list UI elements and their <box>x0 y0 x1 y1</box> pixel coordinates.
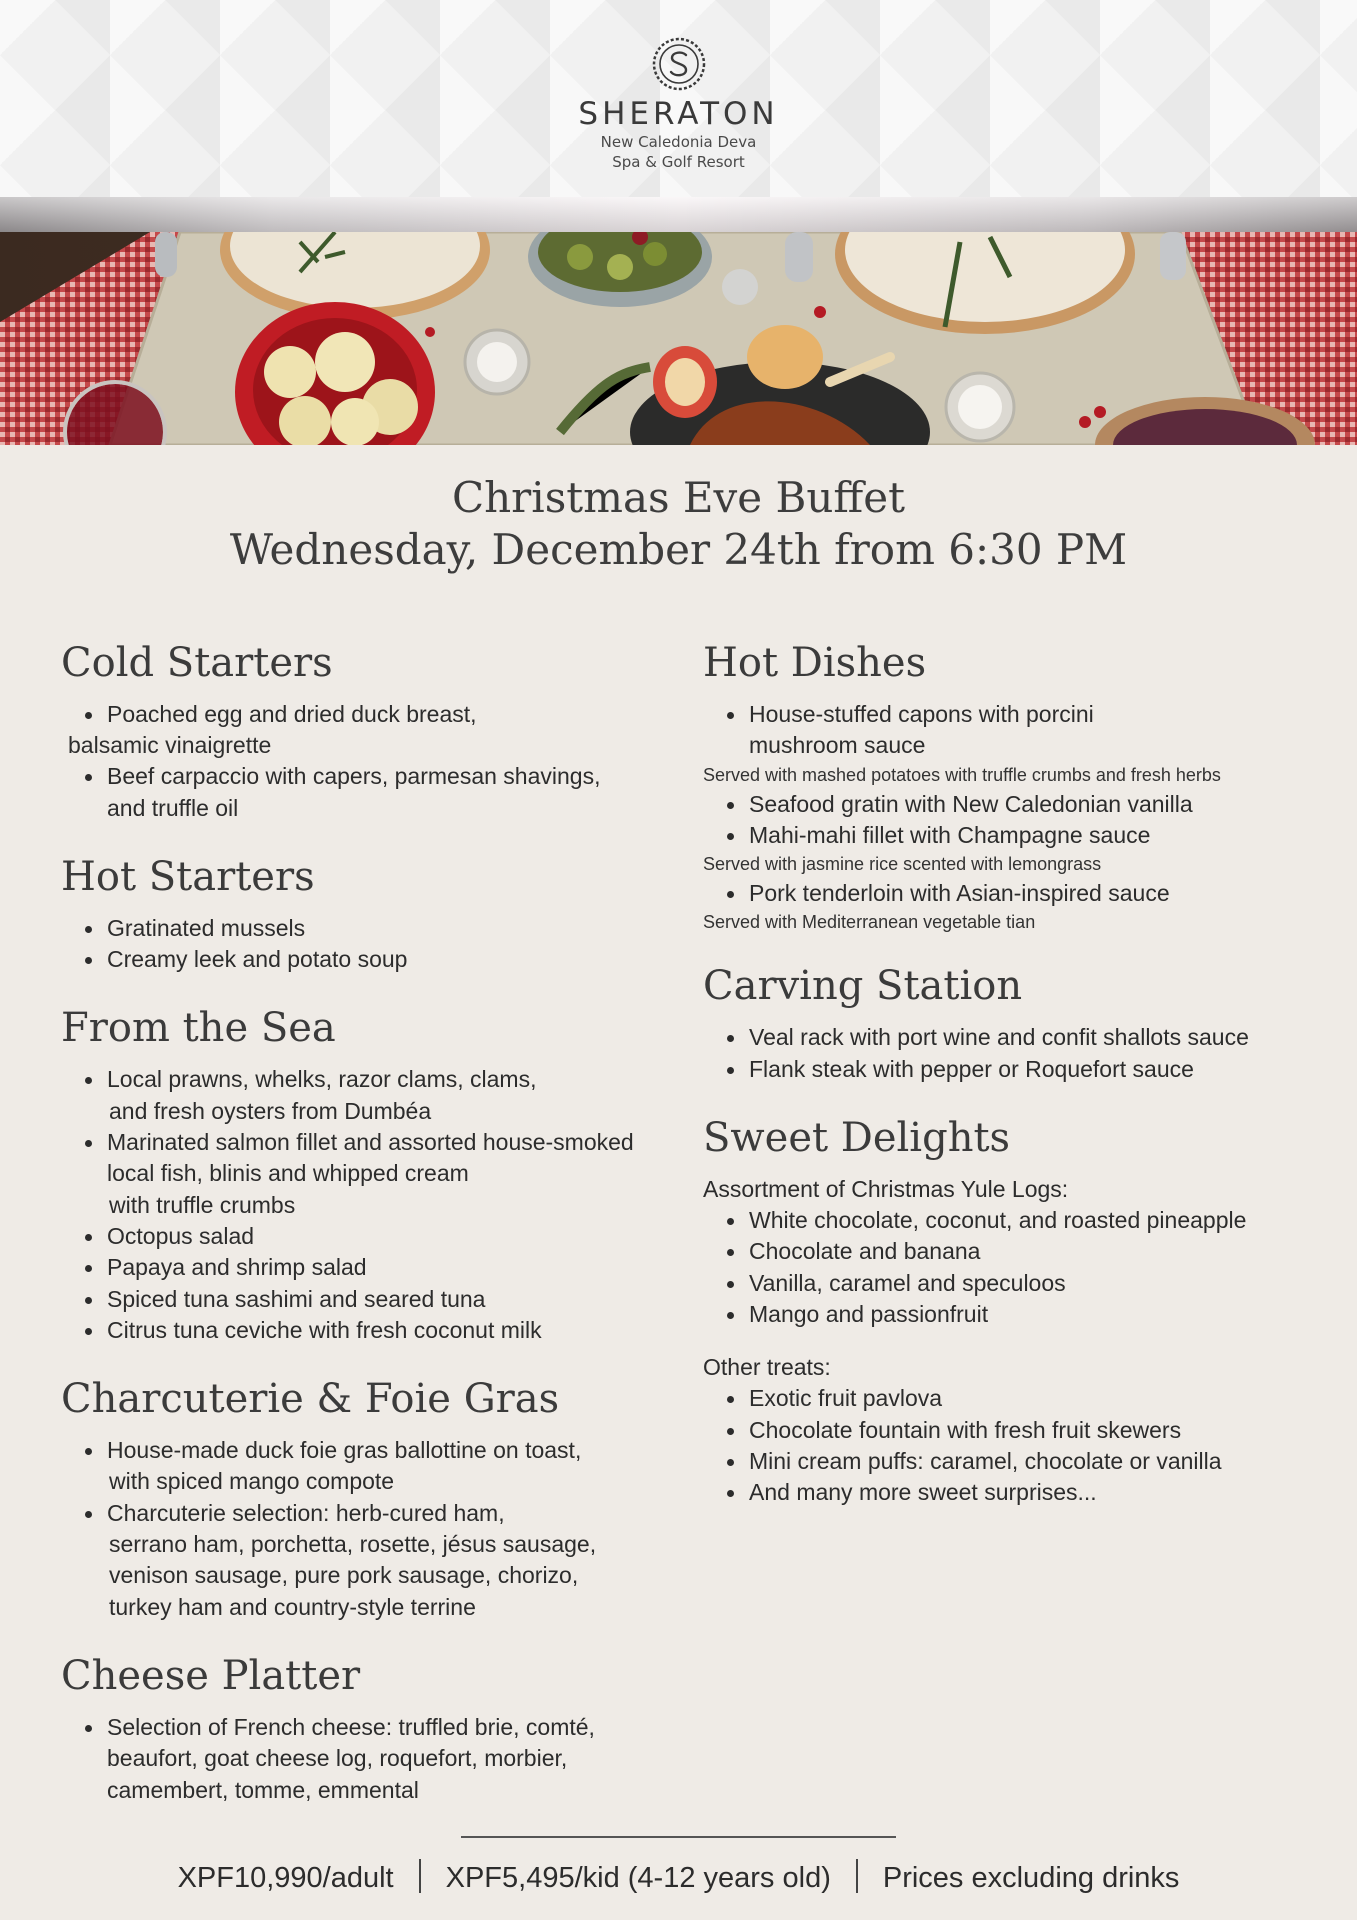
list-item <box>703 1446 1343 1477</box>
list-item <box>61 1127 681 1221</box>
item-line: Selection of French cheese: truffled brie, comté, <box>107 1713 595 1740</box>
sheraton-logo <box>0 36 1357 172</box>
list-item <box>61 1435 681 1498</box>
item-line: Chocolate fountain with fresh fruit skewers <box>749 1416 1182 1443</box>
list-item <box>61 1712 681 1806</box>
separator <box>419 1859 421 1893</box>
serving-note: Served with mashed potatoes with truffle crumbs and fresh herbs <box>703 764 1221 785</box>
event-date: Wednesday, December 24th from 6:30 PM <box>229 525 1128 574</box>
item-line: Mango and passionfruit <box>749 1300 989 1327</box>
list-item <box>61 1315 681 1346</box>
item-line: And many more sweet surprises... <box>749 1479 1097 1506</box>
right-column <box>703 635 1343 1508</box>
item-line: Papaya and shrimp salad <box>107 1254 367 1281</box>
serving-note: Served with jasmine rice scented with lemongrass <box>703 854 1102 875</box>
item-line: with truffle crumbs <box>109 1191 296 1218</box>
item-line: camembert, tomme, emmental <box>107 1776 419 1803</box>
item-line: Charcuterie selection: herb-cured ham, <box>107 1499 505 1526</box>
list-item <box>61 699 681 730</box>
item-line: House-stuffed capons with porcini <box>749 701 1094 727</box>
event-title <box>0 472 1357 576</box>
item-line: Pork tenderloin with Asian-inspired sauce <box>749 880 1170 907</box>
item-line: Marinated salmon fillet and assorted house-smoked <box>107 1129 634 1156</box>
cheese-platter-title: Cheese Platter <box>61 1652 361 1699</box>
item-line: beaufort, goat cheese log, roquefort, morbier, <box>107 1745 568 1772</box>
list-item <box>703 1205 1343 1236</box>
adult-price: XPF10,990/adult <box>177 1862 394 1894</box>
item-line: Creamy leek and potato soup <box>107 946 408 973</box>
item-line: Gratinated mussels <box>107 914 306 941</box>
item-line: Poached egg and dried duck breast, <box>107 701 477 727</box>
list-item <box>703 1383 1343 1414</box>
list-item <box>703 1236 1343 1267</box>
header <box>0 0 1357 197</box>
item-line: Chocolate and banana <box>749 1238 981 1265</box>
item-line: White chocolate, coconut, and roasted pineapple <box>749 1207 1247 1234</box>
price-footer <box>0 1858 1357 1898</box>
list-item <box>61 1252 681 1283</box>
charcuterie-title: Charcuterie & Foie Gras <box>61 1376 560 1423</box>
item-continuation: balsamic vinaigrette <box>68 732 272 759</box>
item-line: Exotic fruit pavlova <box>749 1385 943 1412</box>
item-line: Seafood gratin with New Caledonian vanilla <box>749 790 1193 817</box>
cold-starters-title: Cold Starters <box>61 640 333 686</box>
list-item <box>703 1415 1343 1446</box>
silver-band <box>0 197 1357 232</box>
serving-note: Served with Mediterranean vegetable tian <box>703 912 1036 933</box>
item-line: Veal rack with port wine and confit shallots sauce <box>749 1024 1249 1051</box>
sweet-delights-title: Sweet Delights <box>703 1115 1011 1162</box>
drinks-note: Prices excluding drinks <box>882 1862 1180 1894</box>
item-line: Mini cream puffs: caramel, chocolate or vanilla <box>749 1447 1222 1474</box>
list-item <box>61 761 681 824</box>
list-item <box>703 1299 1343 1330</box>
event-name: Christmas Eve Buffet <box>452 473 905 522</box>
item-line: Flank steak with pepper or Roquefort sauce <box>749 1055 1194 1082</box>
list-item <box>61 1221 681 1252</box>
separator <box>856 1859 858 1893</box>
item-line: with spiced mango compote <box>109 1468 395 1495</box>
resort-name-line2: Spa & Golf Resort <box>612 153 745 171</box>
list-item <box>703 820 1343 851</box>
item-line: and fresh oysters from Dumbéa <box>109 1097 432 1124</box>
item-line: mushroom sauce <box>749 732 926 759</box>
item-line: venison sausage, pure pork sausage, chorizo, <box>109 1562 579 1589</box>
item-line: House-made duck foie gras ballottine on toast, <box>107 1437 582 1464</box>
list-item <box>61 1064 681 1127</box>
list-item <box>61 944 681 975</box>
list-item <box>703 1268 1343 1299</box>
other-treats-heading: Other treats: <box>703 1354 831 1381</box>
brand-name: SHERATON <box>578 96 779 132</box>
item-line: turkey ham and country-style terrine <box>109 1593 476 1620</box>
kid-price: XPF5,495/kid (4-12 years old) <box>445 1862 831 1894</box>
list-item <box>703 1477 1343 1508</box>
list-item <box>61 913 681 944</box>
item-line: Spiced tuna sashimi and seared tuna <box>107 1285 486 1312</box>
item-line: Vanilla, caramel and speculoos <box>749 1269 1066 1296</box>
item-line: Beef carpaccio with capers, parmesan shavings, <box>107 763 601 790</box>
carving-station-title: Carving Station <box>703 963 1023 1010</box>
item-line: serrano ham, porchetta, rosette, jésus sausage, <box>109 1531 597 1558</box>
list-item <box>703 1054 1343 1085</box>
footer-divider <box>461 1836 896 1838</box>
from-the-sea-title: From the Sea <box>61 1005 336 1052</box>
hot-dishes-title: Hot Dishes <box>703 640 927 686</box>
list-item <box>61 1284 681 1315</box>
list-item <box>703 789 1343 820</box>
item-line: Mahi-mahi fillet with Champagne sauce <box>749 821 1151 848</box>
item-line: Octopus salad <box>107 1222 255 1249</box>
item-line: Citrus tuna ceviche with fresh coconut milk <box>107 1316 542 1343</box>
christmas-table-photo <box>0 232 1357 445</box>
yule-logs-heading: Assortment of Christmas Yule Logs: <box>703 1176 1069 1203</box>
resort-name-line1: New Caledonia Deva <box>600 133 757 151</box>
list-item <box>61 1498 681 1623</box>
item-line: local fish, blinis and whipped cream <box>107 1160 469 1187</box>
hot-starters-title: Hot Starters <box>61 853 315 900</box>
item-line: Local prawns, whelks, razor clams, clams, <box>107 1066 537 1093</box>
list-item <box>703 699 1343 762</box>
list-item <box>703 1022 1343 1053</box>
sheraton-emblem-icon <box>651 36 707 92</box>
item-line: and truffle oil <box>107 794 239 821</box>
left-column <box>61 635 681 1806</box>
list-item <box>703 878 1343 909</box>
